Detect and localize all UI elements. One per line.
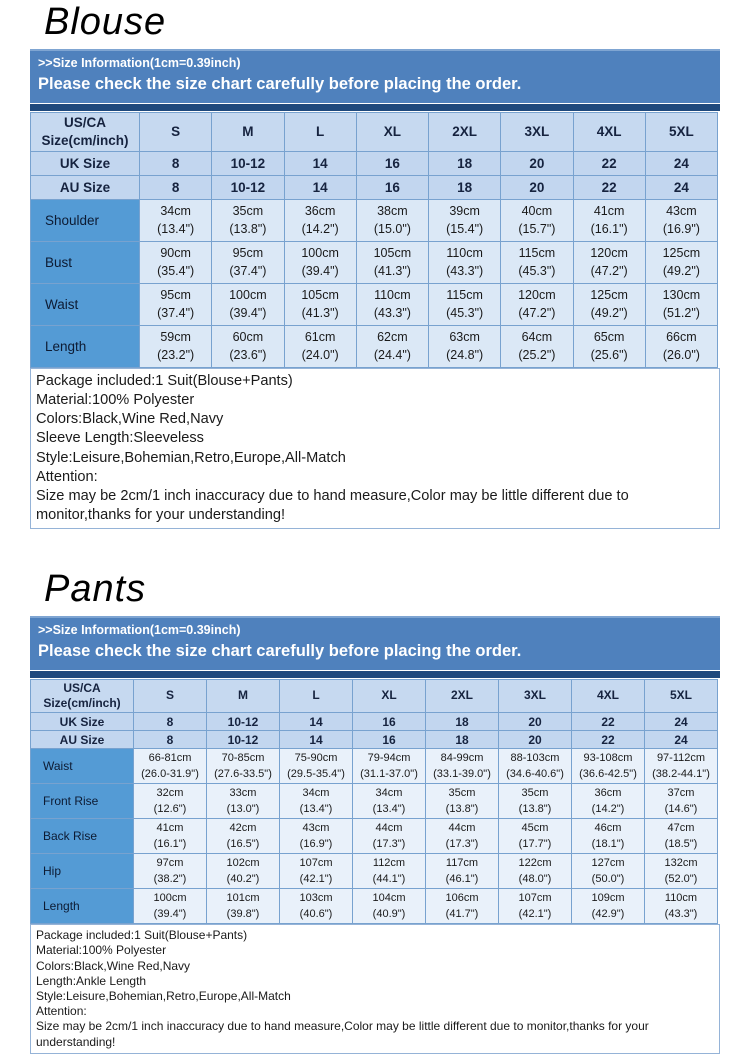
measurement-value: 109cm (42.9") [572, 889, 645, 924]
measurement-value: 90cm (35.4") [140, 241, 212, 283]
measurement-value: 130cm (51.2") [645, 283, 717, 325]
uk-size-value: 10-12 [212, 151, 284, 175]
measurement-value: 105cm (41.3") [356, 241, 428, 283]
blouse-size-warning: Please check the size chart carefully before placing the order. [38, 74, 522, 93]
measurement-value: 44cm (17.3") [426, 819, 499, 854]
measurement-label: Hip [31, 854, 134, 889]
au-size-value: 14 [284, 175, 356, 199]
uk-size-value: 10-12 [207, 713, 280, 731]
measurement-value: 35cm (13.8") [212, 199, 284, 241]
uk-size-value: 22 [573, 151, 645, 175]
measurement-row [31, 283, 718, 325]
measurement-value: 35cm (13.8") [499, 784, 572, 819]
uk-size-value: 14 [280, 713, 353, 731]
au-size-value: 20 [501, 175, 573, 199]
measurement-value: 79-94cm (31.1-37.0") [353, 749, 426, 784]
au-size-value: 14 [280, 731, 353, 749]
au-size-value: 16 [356, 175, 428, 199]
blouse-table-top-strip [30, 104, 720, 111]
measurement-value: 93-108cm (36.6-42.5") [572, 749, 645, 784]
measurement-value: 110cm (43.3") [645, 889, 718, 924]
measurement-value: 40cm (15.7") [501, 199, 573, 241]
measurement-value: 120cm (47.2") [573, 241, 645, 283]
size-column-header: 5XL [645, 680, 718, 713]
size-header-row [31, 112, 718, 151]
au-size-label: AU Size [31, 731, 134, 749]
measurement-value: 41cm (16.1") [134, 819, 207, 854]
au-size-value: 22 [572, 731, 645, 749]
measurement-label: Waist [31, 283, 140, 325]
size-column-header: 2XL [426, 680, 499, 713]
measurement-value: 125cm (49.2") [645, 241, 717, 283]
info-line: Package included:1 Suit(Blouse+Pants) [36, 928, 248, 943]
size-column-header: 2XL [429, 112, 501, 151]
blouse-banner [30, 49, 720, 103]
uk-size-value: 24 [645, 151, 717, 175]
pants-table-top-strip [30, 671, 720, 678]
measurement-value: 66cm (26.0") [645, 325, 717, 367]
measurement-value: 37cm (14.6") [645, 784, 718, 819]
size-column-header: L [284, 112, 356, 151]
uk-size-value: 20 [499, 713, 572, 731]
au-size-row [31, 731, 718, 749]
info-line: Package included:1 Suit(Blouse+Pants) [36, 372, 293, 389]
au-size-value: 8 [140, 175, 212, 199]
measurement-value: 97cm (38.2") [134, 854, 207, 889]
corner-header: US/CA Size(cm/inch) [31, 680, 134, 713]
uk-size-value: 24 [645, 713, 718, 731]
measurement-value: 47cm (18.5") [645, 819, 718, 854]
measurement-value: 42cm (16.5") [207, 819, 280, 854]
measurement-row [31, 819, 718, 854]
size-column-header: M [212, 112, 284, 151]
measurement-value: 62cm (24.4") [356, 325, 428, 367]
uk-size-value: 20 [501, 151, 573, 175]
measurement-value: 115cm (45.3") [429, 283, 501, 325]
measurement-value: 43cm (16.9") [280, 819, 353, 854]
pants-title: Pants [44, 568, 147, 611]
measurement-value: 43cm (16.9") [645, 199, 717, 241]
uk-size-label: UK Size [31, 151, 140, 175]
info-line: Colors:Black,Wine Red,Navy [36, 411, 224, 428]
pants-banner [30, 616, 720, 670]
size-column-header: M [207, 680, 280, 713]
measurement-value: 110cm (43.3") [429, 241, 501, 283]
uk-size-value: 18 [429, 151, 501, 175]
uk-size-value: 14 [284, 151, 356, 175]
size-column-header: 5XL [645, 112, 717, 151]
measurement-label: Length [31, 325, 140, 367]
measurement-value: 100cm (39.4") [134, 889, 207, 924]
measurement-row [31, 854, 718, 889]
blouse-title: Blouse [44, 1, 167, 43]
measurement-value: 88-103cm (34.6-40.6") [499, 749, 572, 784]
info-line: Material:100% Polyester [36, 392, 195, 408]
measurement-value: 66-81cm (26.0-31.9") [134, 749, 207, 784]
au-size-row [31, 175, 718, 199]
size-chart-page [0, 2, 750, 1054]
size-column-header: S [134, 680, 207, 713]
size-column-header: L [280, 680, 353, 713]
measurement-value: 60cm (23.6") [212, 325, 284, 367]
measurement-row [31, 199, 718, 241]
measurement-row [31, 241, 718, 283]
measurement-value: 34cm (13.4") [353, 784, 426, 819]
measurement-value: 65cm (25.6") [573, 325, 645, 367]
measurement-value: 102cm (40.2") [207, 854, 280, 889]
measurement-value: 35cm (13.8") [426, 784, 499, 819]
info-line: Material:100% Polyester [36, 943, 167, 958]
measurement-value: 107cm (42.1") [280, 854, 353, 889]
uk-size-value: 16 [356, 151, 428, 175]
size-header-row [31, 680, 718, 713]
size-column-header: 4XL [573, 112, 645, 151]
au-size-value: 10-12 [212, 175, 284, 199]
measurement-value: 36cm (14.2") [284, 199, 356, 241]
au-size-value: 18 [426, 731, 499, 749]
measurement-value: 38cm (15.0") [356, 199, 428, 241]
size-column-header: XL [356, 112, 428, 151]
measurement-value: 32cm (12.6") [134, 784, 207, 819]
uk-size-value: 8 [140, 151, 212, 175]
measurement-value: 34cm (13.4") [140, 199, 212, 241]
measurement-label: Bust [31, 241, 140, 283]
uk-size-value: 18 [426, 713, 499, 731]
info-line: Attention: [36, 468, 98, 485]
measurement-label: Length [31, 889, 134, 924]
measurement-value: 95cm (37.4") [140, 283, 212, 325]
pants-section [0, 569, 750, 1053]
corner-header: US/CA Size(cm/inch) [31, 112, 140, 151]
measurement-value: 63cm (24.8") [429, 325, 501, 367]
measurement-value: 41cm (16.1") [573, 199, 645, 241]
measurement-value: 100cm (39.4") [284, 241, 356, 283]
info-line: Style:Leisure,Bohemian,Retro,Europe,All-Match [36, 449, 346, 466]
measurement-value: 61cm (24.0") [284, 325, 356, 367]
info-line: Attention: [36, 1004, 87, 1019]
measurement-value: 34cm (13.4") [280, 784, 353, 819]
info-line: Size may be 2cm/1 inch inaccuracy due to hand measure,Color may be little different due to monitor,thanks for your understanding! [36, 1019, 649, 1049]
measurement-value: 46cm (18.1") [572, 819, 645, 854]
size-column-header: XL [353, 680, 426, 713]
info-line: Sleeve Length:Sleeveless [36, 430, 204, 447]
measurement-label: Front Rise [31, 784, 134, 819]
info-line: Colors:Black,Wine Red,Navy [36, 958, 191, 973]
measurement-value: 107cm (42.1") [499, 889, 572, 924]
pants-info-box [30, 924, 720, 1054]
measurement-value: 125cm (49.2") [573, 283, 645, 325]
measurement-value: 112cm (44.1") [353, 854, 426, 889]
measurement-value: 44cm (17.3") [353, 819, 426, 854]
au-size-value: 24 [645, 175, 717, 199]
measurement-value: 122cm (48.0") [499, 854, 572, 889]
measurement-value: 64cm (25.2") [501, 325, 573, 367]
blouse-size-info-heading: >>Size Information(1cm=0.39inch) [38, 55, 241, 70]
measurement-value: 70-85cm (27.6-33.5") [207, 749, 280, 784]
measurement-value: 84-99cm (33.1-39.0") [426, 749, 499, 784]
au-size-value: 20 [499, 731, 572, 749]
measurement-value: 75-90cm (29.5-35.4") [280, 749, 353, 784]
measurement-value: 95cm (37.4") [212, 241, 284, 283]
size-column-header: S [140, 112, 212, 151]
measurement-row [31, 749, 718, 784]
measurement-row [31, 325, 718, 367]
size-column-header: 4XL [572, 680, 645, 713]
measurement-value: 106cm (41.7") [426, 889, 499, 924]
measurement-value: 110cm (43.3") [356, 283, 428, 325]
au-size-value: 22 [573, 175, 645, 199]
size-column-header: 3XL [499, 680, 572, 713]
measurement-value: 132cm (52.0") [645, 854, 718, 889]
measurement-label: Waist [31, 749, 134, 784]
measurement-value: 33cm (13.0") [207, 784, 280, 819]
pants-size-info-heading: >>Size Information(1cm=0.39inch) [38, 623, 241, 638]
blouse-size-table [30, 112, 718, 368]
pants-size-table [30, 679, 718, 924]
pants-size-warning: Please check the size chart carefully before placing the order. [38, 642, 522, 661]
info-line: Size may be 2cm/1 inch inaccuracy due to hand measure,Color may be little different due to monitor,thanks for your understanding! [36, 488, 629, 524]
measurement-value: 120cm (47.2") [501, 283, 573, 325]
size-column-header: 3XL [501, 112, 573, 151]
measurement-value: 101cm (39.8") [207, 889, 280, 924]
measurement-value: 39cm (15.4") [429, 199, 501, 241]
uk-size-value: 16 [353, 713, 426, 731]
au-size-label: AU Size [31, 175, 140, 199]
uk-size-value: 8 [134, 713, 207, 731]
measurement-value: 104cm (40.9") [353, 889, 426, 924]
info-line: Style:Leisure,Bohemian,Retro,Europe,All-Match [36, 989, 291, 1004]
measurement-row [31, 889, 718, 924]
measurement-value: 105cm (41.3") [284, 283, 356, 325]
measurement-row [31, 784, 718, 819]
blouse-section [0, 2, 750, 529]
uk-size-row [31, 713, 718, 731]
measurement-value: 97-112cm (38.2-44.1") [645, 749, 718, 784]
blouse-info-box [30, 368, 720, 530]
au-size-value: 24 [645, 731, 718, 749]
uk-size-row [31, 151, 718, 175]
section-gap [0, 529, 750, 567]
measurement-value: 45cm (17.7") [499, 819, 572, 854]
uk-size-value: 22 [572, 713, 645, 731]
measurement-label: Shoulder [31, 199, 140, 241]
measurement-value: 103cm (40.6") [280, 889, 353, 924]
measurement-value: 115cm (45.3") [501, 241, 573, 283]
measurement-value: 117cm (46.1") [426, 854, 499, 889]
uk-size-label: UK Size [31, 713, 134, 731]
au-size-value: 18 [429, 175, 501, 199]
measurement-value: 59cm (23.2") [140, 325, 212, 367]
au-size-value: 10-12 [207, 731, 280, 749]
au-size-value: 16 [353, 731, 426, 749]
au-size-value: 8 [134, 731, 207, 749]
measurement-value: 127cm (50.0") [572, 854, 645, 889]
measurement-label: Back Rise [31, 819, 134, 854]
info-line: Length:Ankle Length [36, 973, 147, 988]
measurement-value: 36cm (14.2") [572, 784, 645, 819]
measurement-value: 100cm (39.4") [212, 283, 284, 325]
